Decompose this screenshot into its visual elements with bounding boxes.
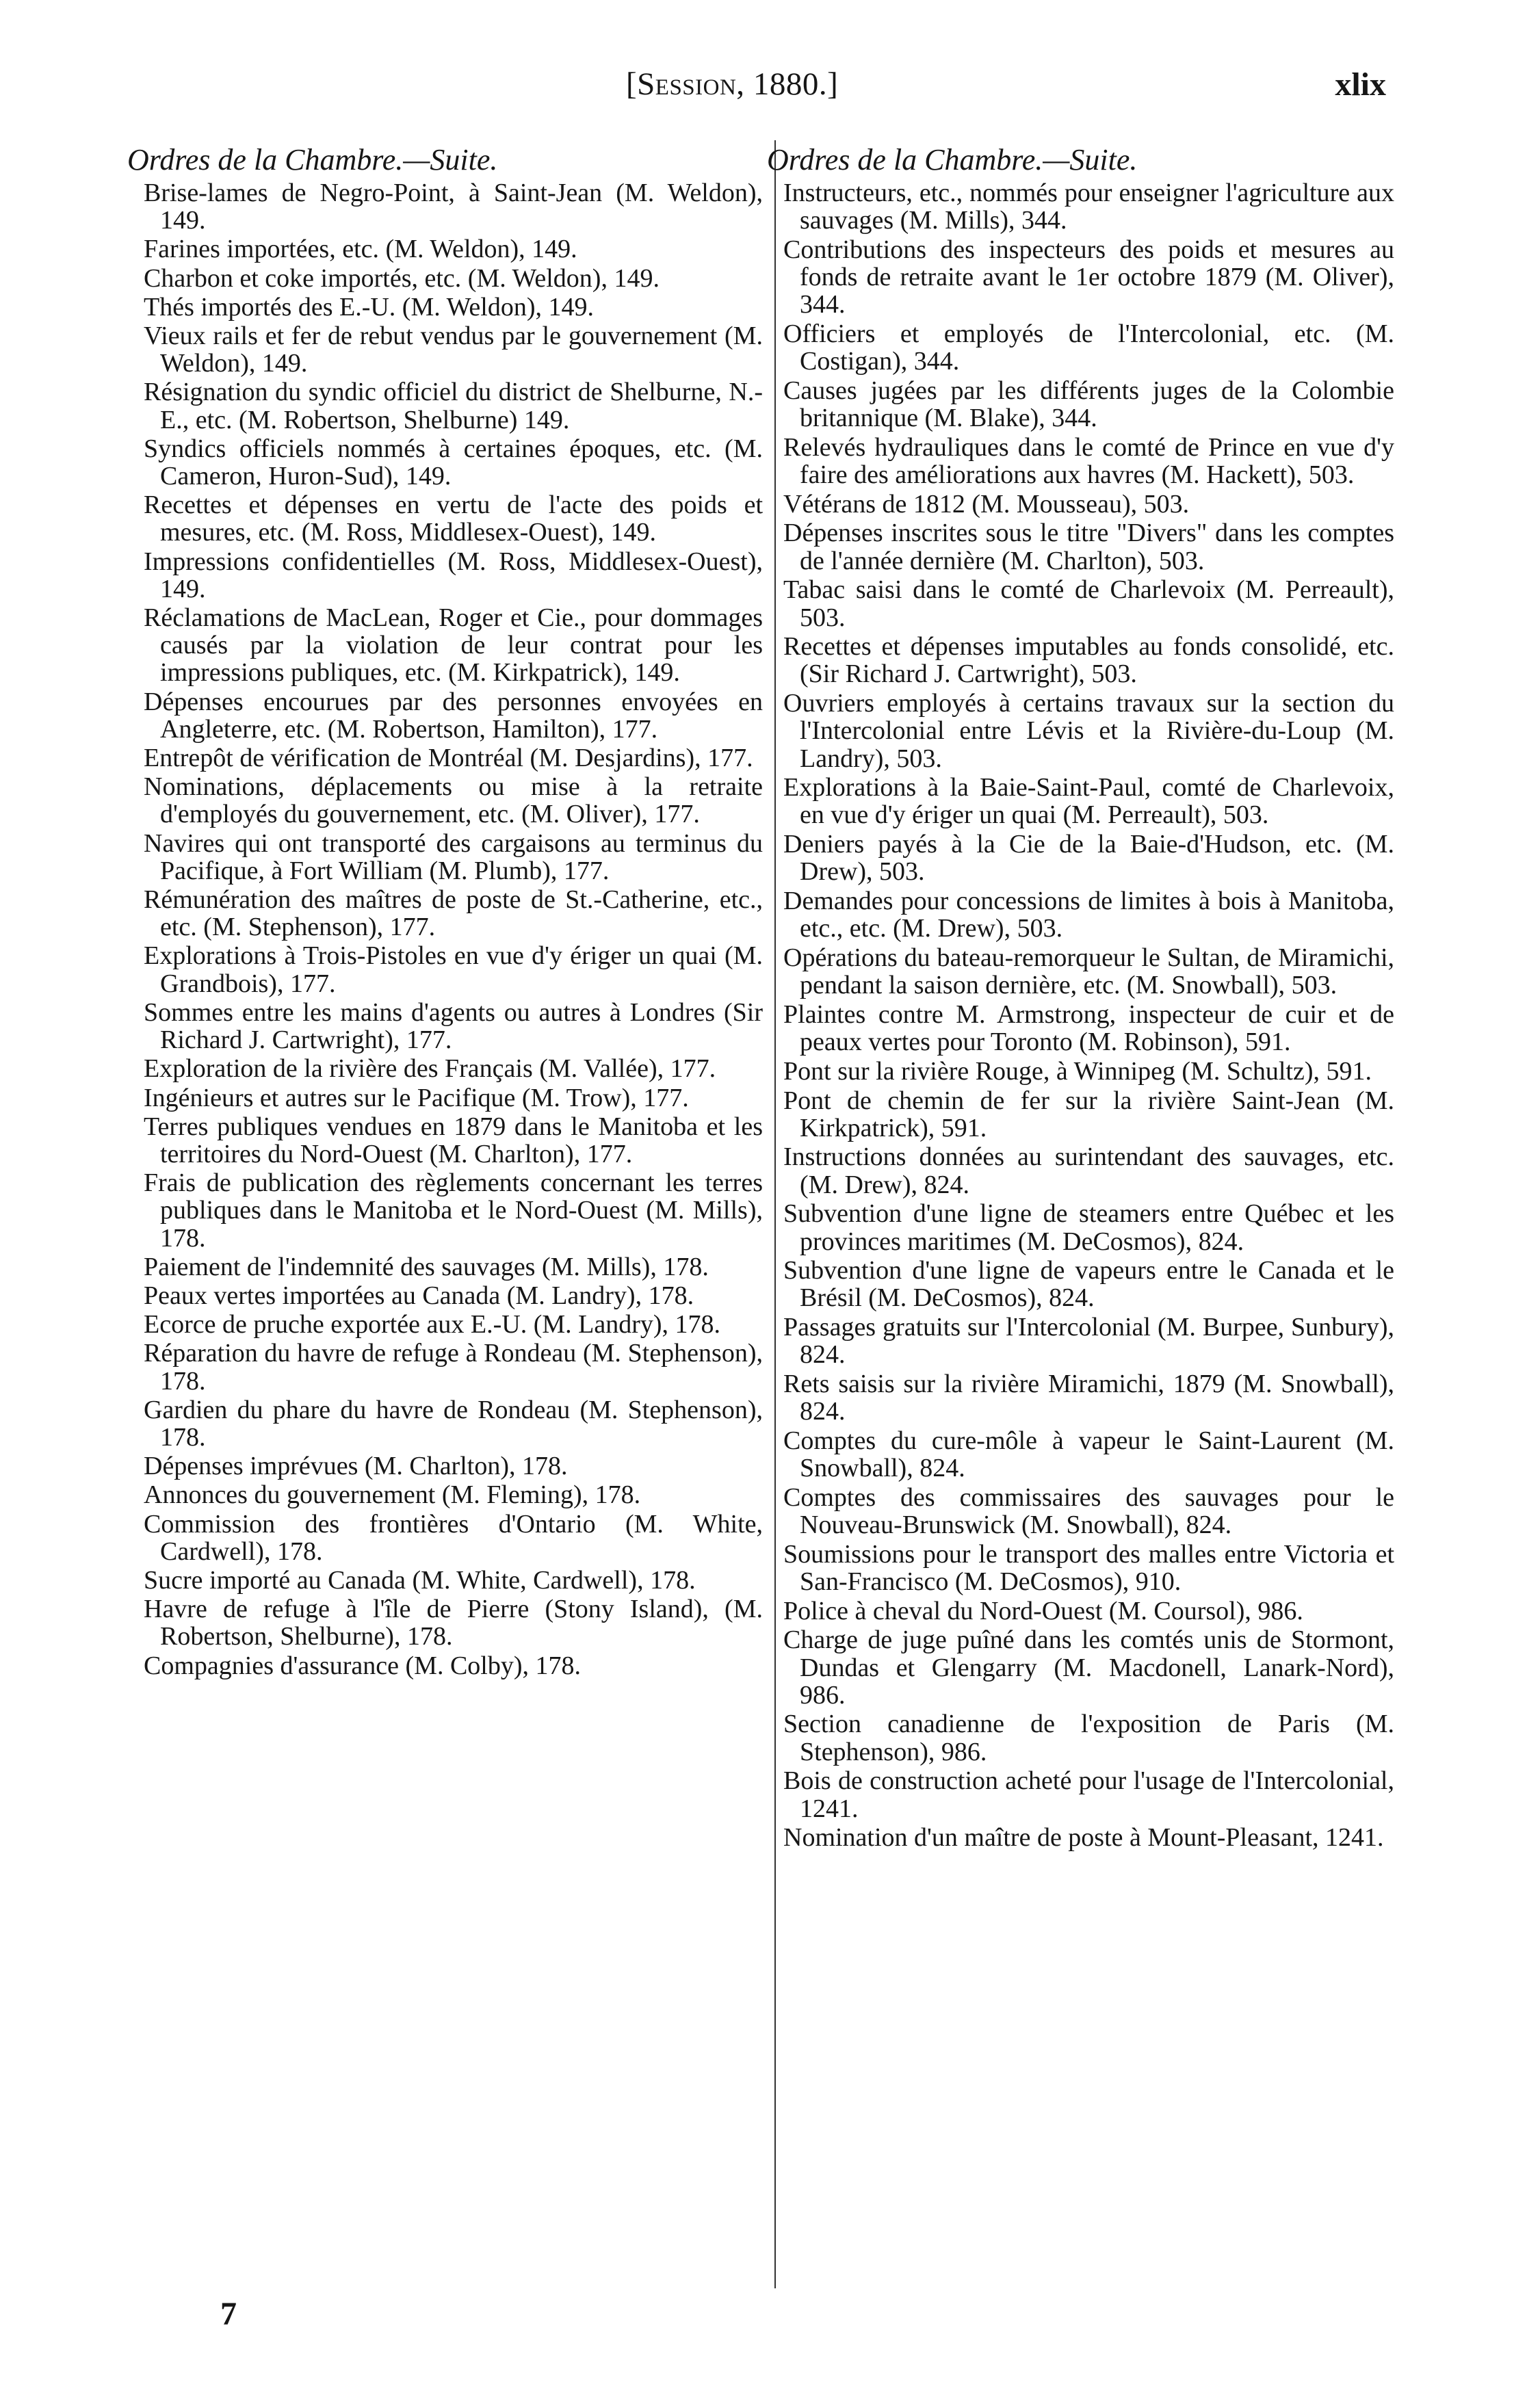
column-divider <box>774 140 776 2288</box>
index-entry: Tabac saisi dans le comté de Charlevoix (M. Perreault), 503. <box>783 575 1394 632</box>
index-entry: Dépenses encourues par des personnes envoyées en Angleterre, etc. (M. Robertson, Hamilton), 177. <box>144 687 763 744</box>
index-entry: Pont de chemin de fer sur la rivière Saint-Jean (M. Kirkpatrick), 591. <box>783 1086 1394 1142</box>
index-entry: Réclamations de MacLean, Roger et Cie., pour dommages causés par la violation de leur contrat pour les impressions publiques, etc. (M. Kirkpatrick), 149. <box>144 603 763 688</box>
index-entry: Comptes du cure-môle à vapeur le Saint-Laurent (M. Snowball), 824. <box>783 1426 1394 1483</box>
index-entry: Vieux rails et fer de rebut vendus par le gouvernement (M. Weldon), 149. <box>144 322 763 378</box>
index-entry: Causes jugées par les différents juges de la Colombie britannique (M. Blake), 344. <box>783 376 1394 433</box>
right-column-title: Ordres de la Chambre.—Suite. <box>767 143 1138 176</box>
index-entry: Demandes pour concessions de limites à bois à Manitoba, etc., etc. (M. Drew), 503. <box>783 887 1394 943</box>
index-entry: Paiement de l'indemnité des sauvages (M. Mills), 178. <box>144 1252 709 1281</box>
index-entry: Rets saisis sur la rivière Miramichi, 1879 (M. Snowball), 824. <box>783 1370 1394 1426</box>
left-column <box>127 143 763 1681</box>
index-entry: Brise-lames de Negro-Point, à Saint-Jean (M. Weldon), 149. <box>144 179 763 235</box>
index-entry: Ouvriers employés à certains travaux sur la section du l'Intercolonial entre Lévis et la Rivière-du-Loup (M. Landry), 503. <box>783 689 1394 773</box>
page-number: xlix <box>1335 66 1386 103</box>
index-entry: Gardien du phare du havre de Rondeau (M. Stephenson), 178. <box>144 1395 763 1452</box>
index-entry: Passages gratuits sur l'Intercolonial (M. Burpee, Sunbury), 824. <box>783 1313 1394 1370</box>
index-entry: Soumissions pour le transport des malles entre Victoria et San-Francisco (M. DeCosmos), 910. <box>783 1539 1394 1596</box>
index-entry: Police à cheval du Nord-Ouest (M. Coursol), 986. <box>783 1596 1303 1625</box>
index-entry: Ingénieurs et autres sur le Pacifique (M. Trow), 177. <box>144 1083 689 1112</box>
index-entry: Contributions des inspecteurs des poids et mesures au fonds de retraite avant le 1er octobre 1879 (M. Oliver), 344. <box>783 235 1394 319</box>
index-entry: Annonces du gouvernement (M. Fleming), 178. <box>144 1480 641 1510</box>
index-entry: Nomination d'un maître de poste à Mount-Pleasant, 1241. <box>783 1823 1384 1853</box>
index-entry: Navires qui ont transporté des cargaisons au terminus du Pacifique, à Fort William (M. Plumb), 177. <box>144 828 763 885</box>
index-entry: Plaintes contre M. Armstrong, inspecteur de cuir et de peaux vertes pour Toronto (M. Robinson), 591. <box>783 999 1394 1057</box>
left-entries-list <box>144 179 763 1679</box>
index-entry: Ecorce de pruche exportée aux E.-U. (M. Landry), 178. <box>144 1310 721 1339</box>
index-entry: Recettes et dépenses imputables au fonds consolidé, etc. (Sir Richard J. Cartwright), 503. <box>783 632 1394 689</box>
index-entry: Impressions confidentielles (M. Ross, Middlesex-Ouest), 149. <box>144 547 763 603</box>
index-entry: Charge de juge puîné dans les comtés unis de Stormont, Dundas et Glengarry (M. Macdonell, Lanark-Nord), 986. <box>783 1625 1394 1710</box>
index-entry: Subvention d'une ligne de steamers entre Québec et les provinces maritimes (M. DeCosmos), 824. <box>783 1199 1394 1256</box>
index-entry: Rémunération des maîtres de poste de St.-Catherine, etc., etc. (M. Stephenson), 177. <box>144 885 763 942</box>
signature-mark: 7 <box>220 2296 237 2332</box>
index-entry: Nominations, déplacements ou mise à la retraite d'employés du gouvernement, etc. (M. Oliver), 177. <box>144 772 763 829</box>
index-entry: Subvention d'une ligne de vapeurs entre le Canada et le Brésil (M. DeCosmos), 824. <box>783 1256 1394 1313</box>
index-entry: Vétérans de 1812 (M. Mousseau), 503. <box>783 489 1190 519</box>
session-heading: [Session, 1880.] <box>626 66 839 102</box>
index-entry: Entrepôt de vérification de Montréal (M. Desjardins), 177. <box>144 744 753 773</box>
index-entry: Opérations du bateau-remorqueur le Sultan, de Miramichi, pendant la saison dernière, etc. (M. Snowball), 503. <box>783 943 1394 1000</box>
right-entries-list <box>783 179 1394 1851</box>
index-entry: Sommes entre les mains d'agents ou autres à Londres (Sir Richard J. Cartwright), 177. <box>144 997 763 1055</box>
index-entry: Farines importées, etc. (M. Weldon), 149. <box>144 235 577 264</box>
index-entry: Instructeurs, etc., nommés pour enseigner l'agriculture aux sauvages (M. Mills), 344. <box>783 179 1394 235</box>
index-entry: Charbon et coke importés, etc. (M. Weldon), 149. <box>144 263 660 293</box>
index-entry: Explorations à Trois-Pistoles en vue d'y ériger un quai (M. Grandbois), 177. <box>144 941 763 998</box>
index-entry: Réparation du havre de refuge à Rondeau (M. Stephenson), 178. <box>144 1339 763 1396</box>
index-entry: Sucre importé au Canada (M. White, Cardwell), 178. <box>144 1565 696 1595</box>
index-entry: Dépenses inscrites sous le titre "Divers" dans les comptes de l'année dernière (M. Charlton), 503. <box>783 519 1394 575</box>
index-entry: Bois de construction acheté pour l'usage de l'Intercolonial, 1241. <box>783 1766 1394 1823</box>
index-entry: Pont sur la rivière Rouge, à Winnipeg (M. Schultz), 591. <box>783 1056 1372 1086</box>
index-entry: Havre de refuge à l'île de Pierre (Stony Island), (M. Robertson, Shelburne), 178. <box>144 1595 763 1651</box>
left-column-title: Ordres de la Chambre.—Suite. <box>127 143 498 176</box>
index-entry: Peaux vertes importées au Canada (M. Landry), 178. <box>144 1281 694 1310</box>
index-entry: Instructions données au surintendant des sauvages, etc. (M. Drew), 824. <box>783 1142 1394 1199</box>
page-header <box>0 66 1540 107</box>
right-column <box>767 143 1394 1853</box>
index-entry: Thés importés des E.-U. (M. Weldon), 149. <box>144 292 594 322</box>
index-entry: Frais de publication des règlements concernant les terres publiques dans le Manitoba et le Nord-Ouest (M. Mills), 178. <box>144 1168 763 1253</box>
index-entry: Commission des frontières d'Ontario (M. White, Cardwell), 178. <box>144 1509 763 1566</box>
index-entry: Relevés hydrauliques dans le comté de Prince en vue d'y faire des améliorations aux havres (M. Hackett), 503. <box>783 432 1394 490</box>
index-entry: Dépenses imprévues (M. Charlton), 178. <box>144 1452 568 1481</box>
index-entry: Résignation du syndic officiel du district de Shelburne, N.-E., etc. (M. Robertson, Shelburne) 149. <box>144 378 763 434</box>
index-entry: Syndics officiels nommés à certaines époques, etc. (M. Cameron, Huron-Sud), 149. <box>144 434 763 491</box>
index-entry: Exploration de la rivière des Français (M. Vallée), 177. <box>144 1054 716 1084</box>
index-entry: Recettes et dépenses en vertu de l'acte des poids et mesures, etc. (M. Ross, Middlesex-Ouest), 149. <box>144 491 763 547</box>
index-entry: Section canadienne de l'exposition de Paris (M. Stephenson), 986. <box>783 1710 1394 1766</box>
index-entry: Comptes des commissaires des sauvages pour le Nouveau-Brunswick (M. Snowball), 824. <box>783 1482 1394 1540</box>
index-entry: Terres publiques vendues en 1879 dans le Manitoba et les territoires du Nord-Ouest (M. Charlton), 177. <box>144 1112 763 1168</box>
index-entry: Officiers et employés de l'Intercolonial, etc. (M. Costigan), 344. <box>783 319 1394 376</box>
index-entry: Compagnies d'assurance (M. Colby), 178. <box>144 1651 582 1680</box>
index-entry: Deniers payés à la Cie de la Baie-d'Hudson, etc. (M. Drew), 503. <box>783 830 1394 887</box>
index-entry: Explorations à la Baie-Saint-Paul, comté de Charlevoix, en vue d'y ériger un quai (M. Perreault), 503. <box>783 773 1394 830</box>
